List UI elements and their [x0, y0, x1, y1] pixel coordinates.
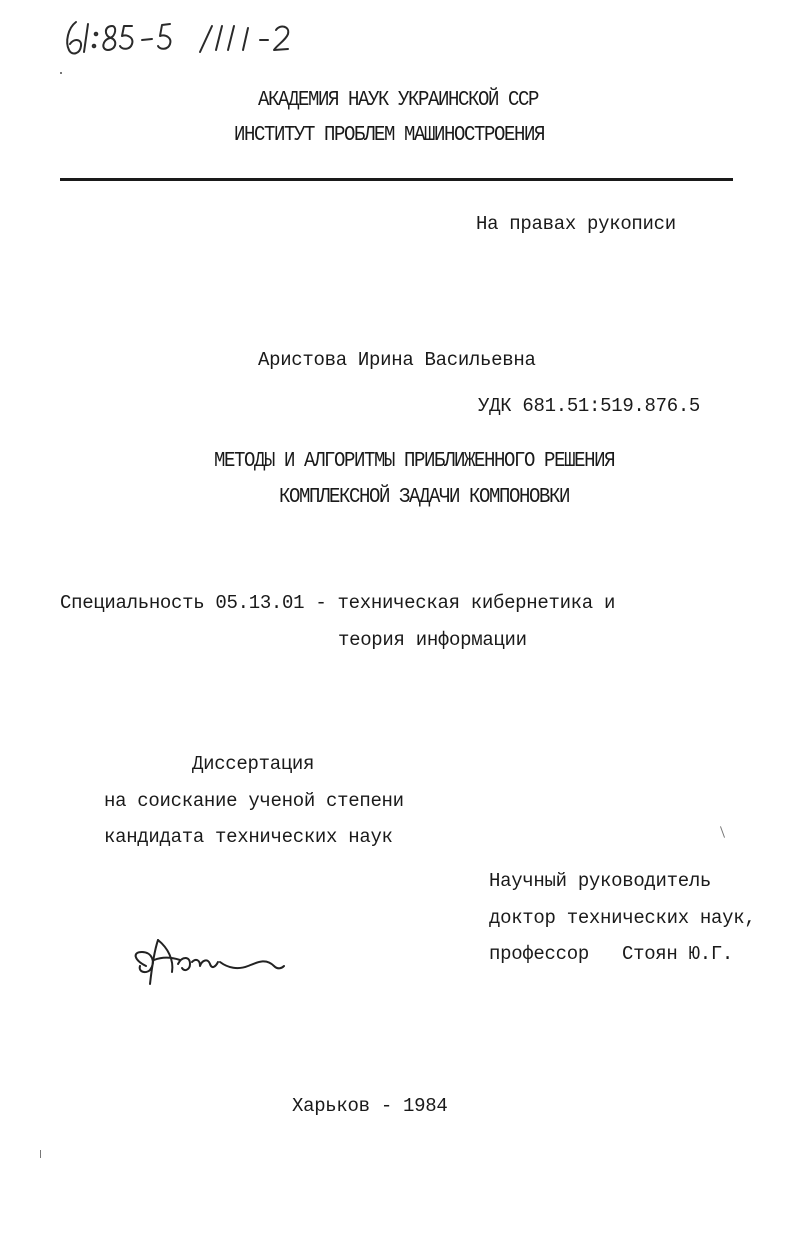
- city-year: Харьков - 1984: [292, 1095, 448, 1117]
- specialty-line-1: Специальность 05.13.01 - техническая кибернетика и: [60, 592, 616, 614]
- institute-name: ИНСТИТУТ ПРОБЛЕМ МАШИНОСТРОЕНИЯ: [234, 122, 545, 147]
- supervisor-name: Стоян Ю.Г.: [622, 943, 734, 965]
- author-signature: [128, 930, 288, 992]
- dissertation-label: Диссертация: [192, 753, 315, 775]
- dissertation-degree-field: кандидата технических наук: [104, 826, 393, 848]
- thesis-title-line-2: КОМПЛЕКСНОЙ ЗАДАЧИ КОМПОНОВКИ: [279, 484, 570, 509]
- author-name: Аристова Ирина Васильевна: [258, 349, 536, 371]
- supervisor-label: Научный руководитель: [489, 870, 712, 892]
- thesis-title-line-1: МЕТОДЫ И АЛГОРИТМЫ ПРИБЛИЖЕННОГО РЕШЕНИЯ: [214, 448, 615, 473]
- specialty-line-2: теория информации: [338, 629, 527, 651]
- header-divider-line: [60, 178, 733, 181]
- scan-speck: [40, 1150, 41, 1158]
- manuscript-note: На правах рукописи: [476, 213, 676, 235]
- dissertation-degree-line: на соискание ученой степени: [104, 790, 404, 812]
- scan-speck: [720, 826, 725, 838]
- scan-speck: [60, 72, 62, 74]
- supervisor-degree: доктор технических наук,: [489, 907, 756, 929]
- academy-name: АКАДЕМИЯ НАУК УКРАИНСКОЙ ССР: [258, 87, 539, 112]
- supervisor-title: профессор: [489, 943, 589, 965]
- udk-code: УДК 681.51:519.876.5: [478, 395, 701, 417]
- handwritten-archive-code: [62, 14, 352, 60]
